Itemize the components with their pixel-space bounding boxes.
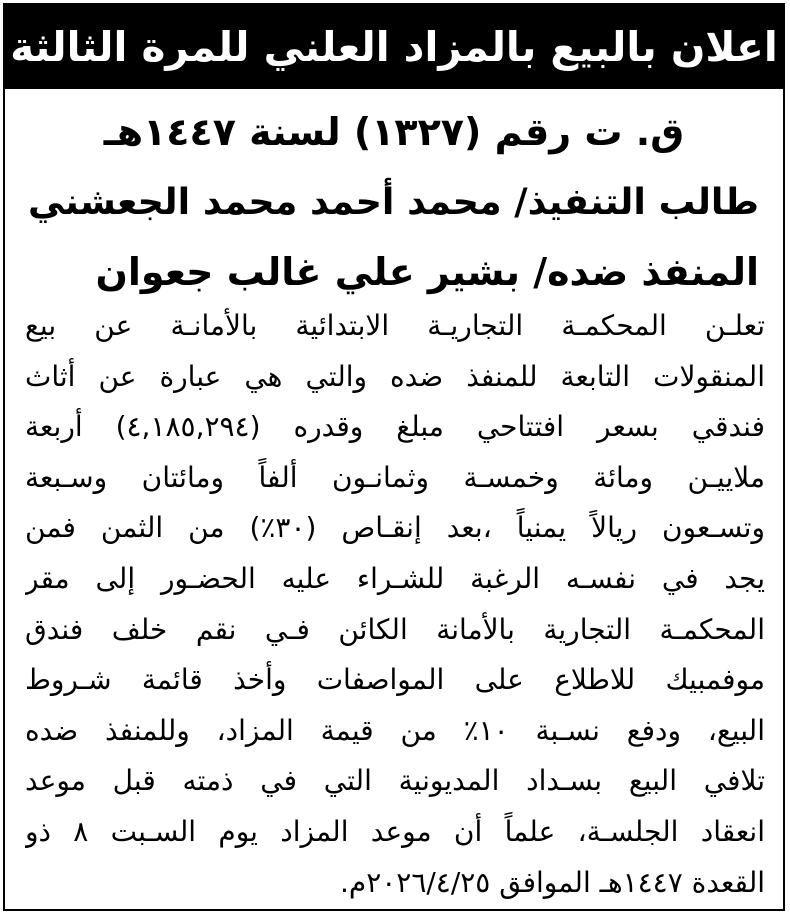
body-line: تلافي البيع بسـداد المديونية التي في ذمته قبل موعد — [25, 764, 765, 798]
body-line: فندقي بسعر افتتاحي مبلغ وقدره (٤,١٨٥,٢٩٤) أربعة — [25, 410, 765, 444]
notice-title: اعلان بالبيع بالمزاد العلني للمرة الثالثة — [10, 22, 778, 71]
body-line: يجد في نفسـه الرغبة للشـراء عليه الحضـور إلى مقر — [25, 561, 765, 595]
body-line: وتسـعون ريالاً يمنياً ،بعد إنقـاص (٣٠٪) من الثمن فمن — [25, 511, 765, 545]
case-number: ق. ت رقم (١٣٢٧) لسنة ١٤٤٧هـ — [103, 110, 685, 154]
body-line: القعدة ١٤٤٧هـ الموافق ٢٠٢٦/٤/٢٥م. — [339, 865, 765, 899]
body-line: ملاييـن ومائة وخمسـة وثمانـون ألفاً ومائتان وسـبعة — [25, 460, 765, 494]
body-line: البيع، ودفع نسـبة ١٠٪ من قيمة المزاد، وللمنفذ ضده — [25, 713, 765, 747]
case-details — [25, 97, 763, 307]
body-line: انعقاد الجلسـة، علماً أن موعد المزاد يوم السـبت ٨ ذو — [25, 814, 765, 848]
body-line: موفمبيك للاطلاع على المواصفات وأخذ قائمة شـروط — [25, 663, 765, 697]
title-banner — [5, 5, 783, 89]
notice-body — [25, 301, 765, 908]
body-line: تعلـن المحكمـة التجاريـة الابتدائية بالأمانـة عن بيع — [25, 309, 765, 342]
notice-frame — [3, 3, 785, 911]
enforcement-respondent: المنفذ ضده/ بشير علي غالب جعوان — [95, 250, 759, 294]
enforcement-applicant: طالب التنفيذ/ محمد أحمد محمد الجعشني — [28, 180, 759, 223]
body-line: المنقولات التابعة للمنفذ ضده والتي هي عبارة عن أثاث — [25, 359, 765, 393]
body-line: المحكمـة التجارية بالأمانة الكائن فـي نقم خلف فندق — [25, 612, 765, 646]
